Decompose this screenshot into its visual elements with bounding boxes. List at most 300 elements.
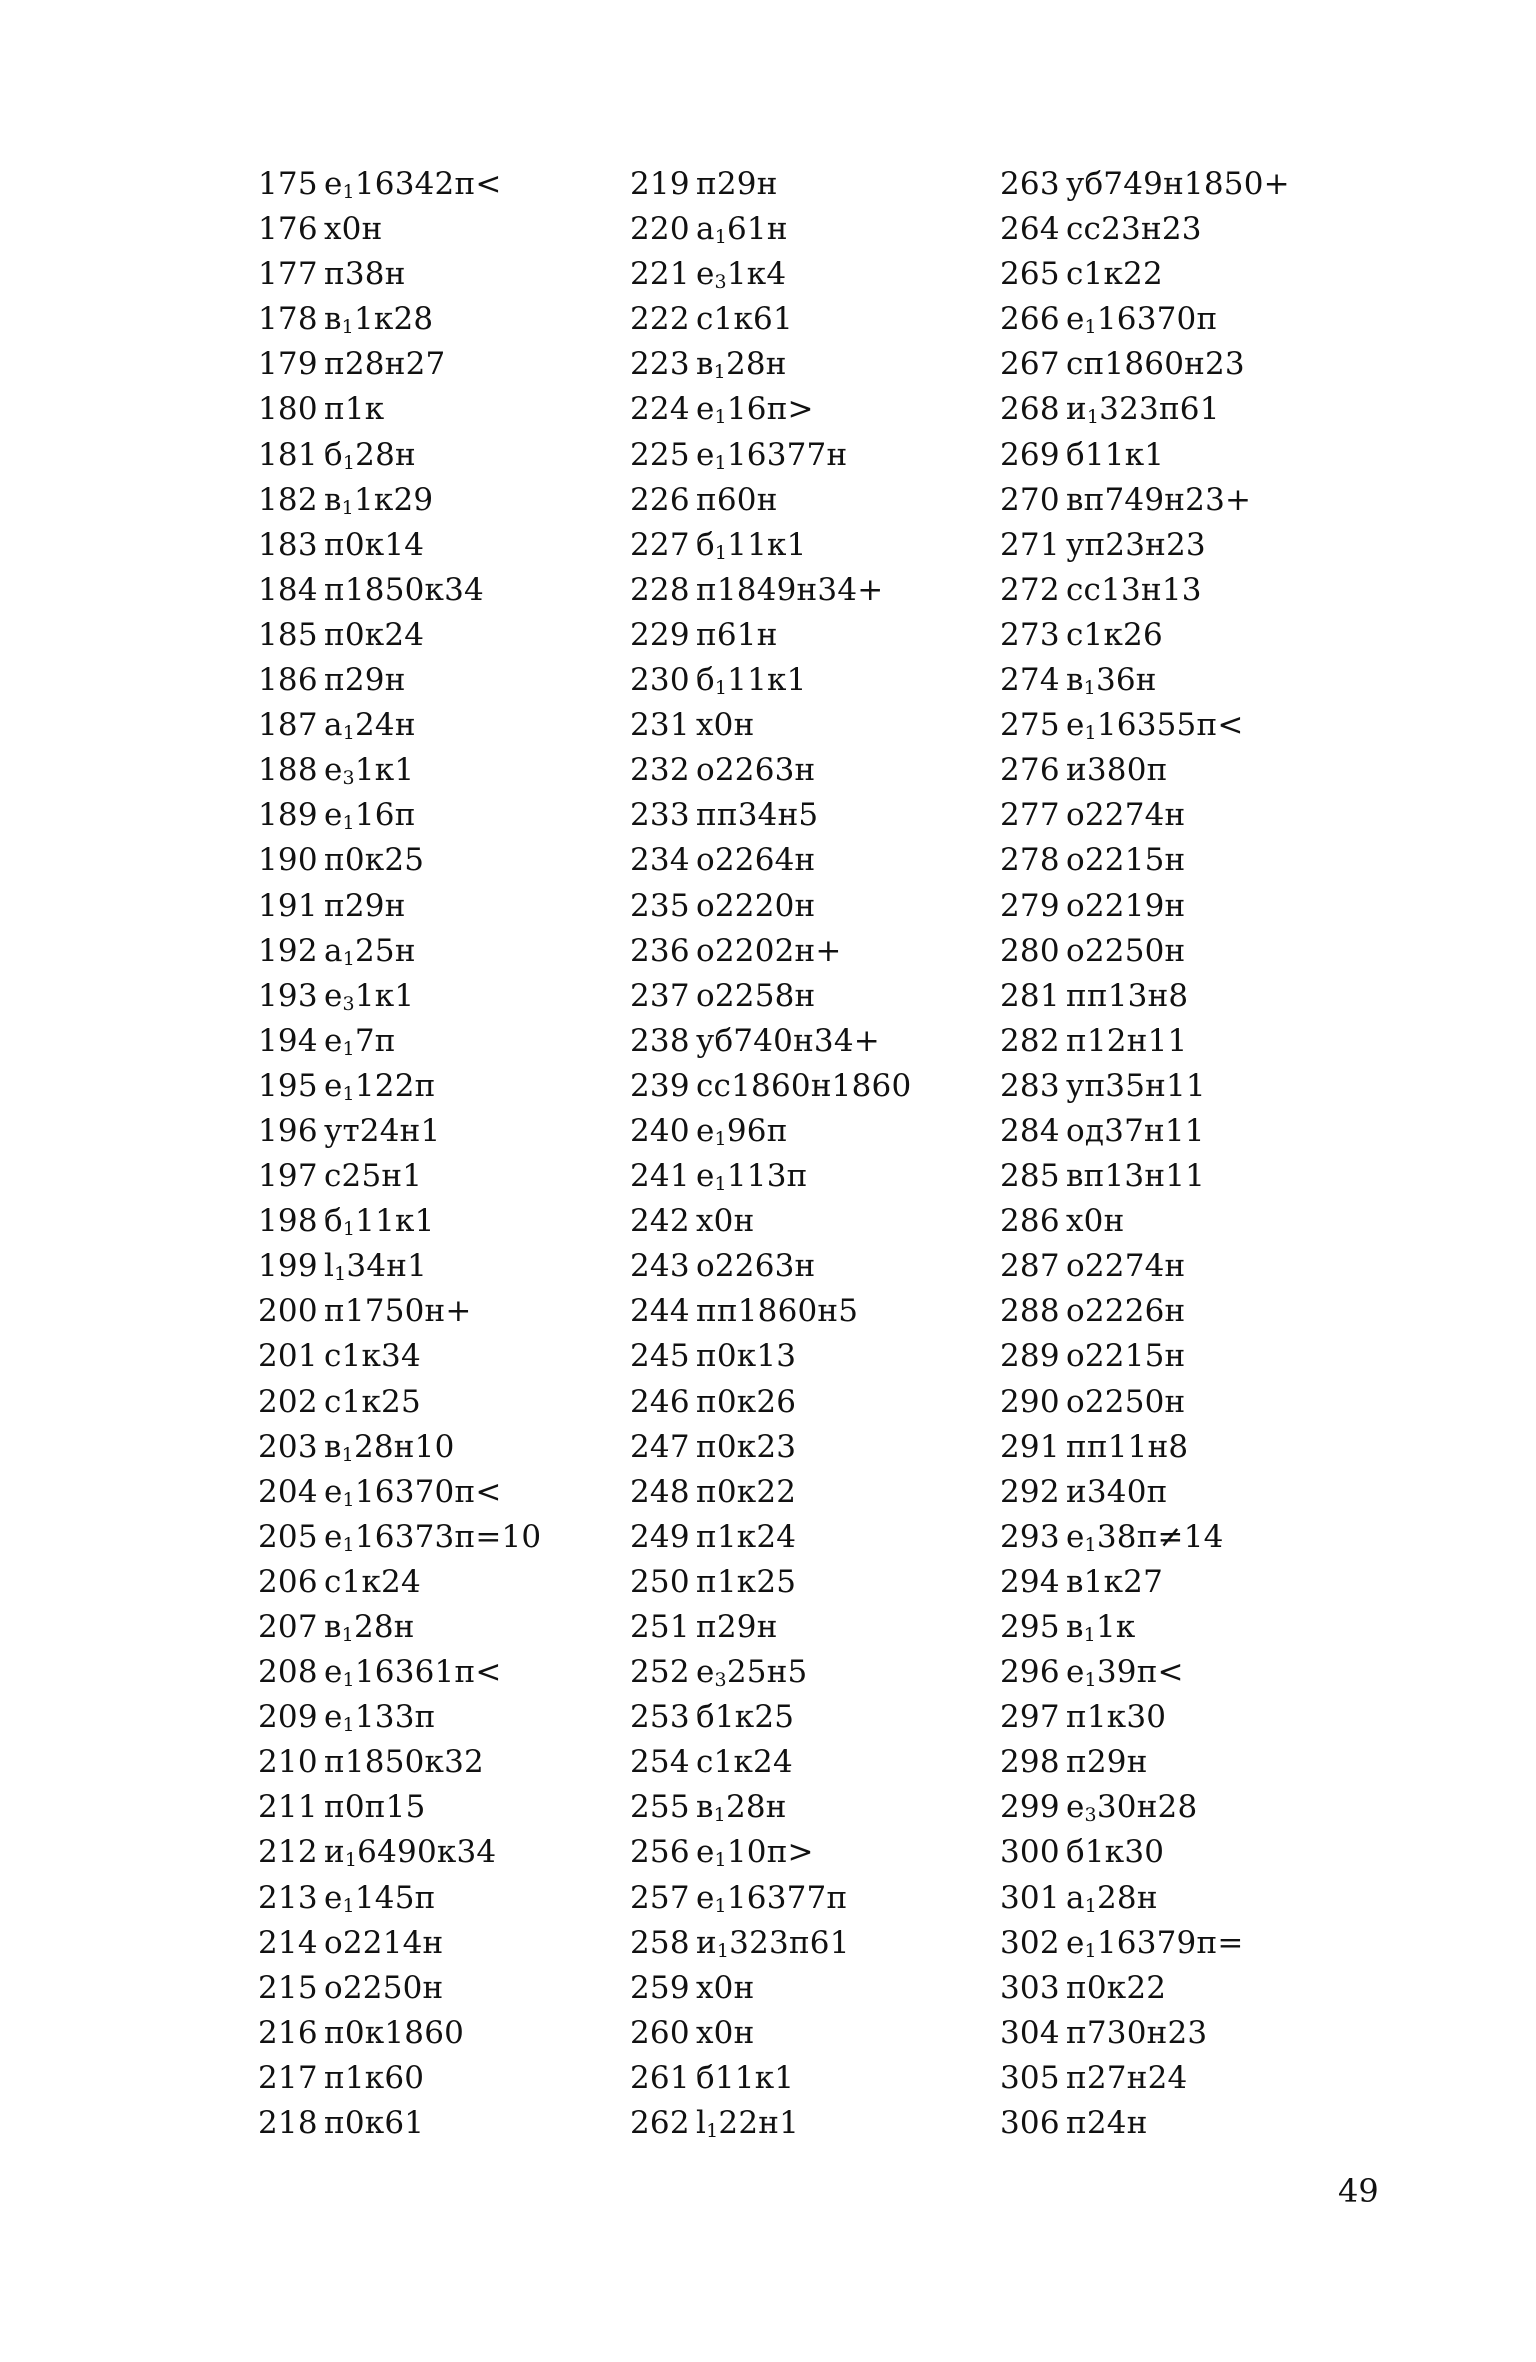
entry-line xyxy=(1000,523,1290,568)
entry-line xyxy=(1000,252,1290,297)
entry-code xyxy=(324,1880,435,1916)
entry-code xyxy=(324,166,502,202)
entry-number: 202 xyxy=(258,1383,318,1420)
entry-code xyxy=(696,1068,911,1104)
entry-code-subscript: 1 xyxy=(1084,1894,1097,1917)
entry-code xyxy=(324,2060,424,2096)
entry-line xyxy=(630,658,911,703)
entry-number: 292 xyxy=(1000,1473,1060,1510)
entry-code-main: и xyxy=(1066,391,1087,428)
entry-line xyxy=(630,523,911,568)
entry-code xyxy=(1066,301,1217,337)
entry-number: 180 xyxy=(258,391,318,428)
entry-code-main: а xyxy=(324,707,343,744)
entry-code-rest: 16342п< xyxy=(354,166,502,202)
entry-number: 277 xyxy=(1000,797,1060,834)
entry-code-rest: 6490к34 xyxy=(357,1834,497,1871)
entry-number: 256 xyxy=(630,1834,690,1871)
entry-number: 236 xyxy=(630,932,690,969)
entry-number: 208 xyxy=(258,1654,318,1691)
entry-code xyxy=(696,1609,778,1645)
entry-code xyxy=(324,1789,426,1825)
entry-code-rest: 145п xyxy=(354,1879,436,1916)
entry-code-subscript: 1 xyxy=(334,1263,347,1286)
entry-code-rest: 16п> xyxy=(726,391,814,428)
entry-code xyxy=(324,1338,421,1374)
entry-code-main: о2264н xyxy=(696,842,816,879)
entry-code xyxy=(324,1654,502,1690)
entry-code xyxy=(696,482,778,518)
entry-code xyxy=(1066,1248,1185,1284)
entry-code-main: п27н24 xyxy=(1066,2059,1188,2096)
entry-line xyxy=(1000,1966,1290,2011)
entry-code-subscript: 1 xyxy=(342,1714,355,1737)
entry-code xyxy=(324,256,406,292)
entry-code-subscript: 1 xyxy=(342,1218,356,1241)
entry-code xyxy=(696,1519,796,1555)
page-number: 49 xyxy=(1338,2172,1379,2210)
entry-number: 228 xyxy=(630,571,690,608)
entry-code xyxy=(1066,211,1202,247)
entry-code xyxy=(696,978,815,1014)
entry-code xyxy=(696,888,815,924)
entry-code xyxy=(324,572,484,608)
entry-code-main: п0к23 xyxy=(696,1428,797,1465)
entry-number: 175 xyxy=(258,166,318,202)
entry-code xyxy=(1066,662,1157,698)
entry-code xyxy=(1066,1564,1163,1600)
entry-number: 198 xyxy=(258,1203,318,1240)
entry-code xyxy=(324,1970,443,2006)
entry-code xyxy=(1066,1789,1197,1825)
entry-code-rest: 34н1 xyxy=(346,1248,428,1285)
entry-line xyxy=(630,1921,911,1966)
entry-number: 298 xyxy=(1000,1744,1060,1781)
entry-code xyxy=(324,1474,502,1510)
entry-code-main: п0к14 xyxy=(324,526,425,563)
entry-code-main: б11к1 xyxy=(1066,436,1165,473)
entry-line xyxy=(1000,1785,1290,1830)
entry-column-3 xyxy=(1000,162,1290,2146)
entry-number: 239 xyxy=(630,1067,690,1104)
entry-line xyxy=(258,793,541,838)
entry-code-main: п38н xyxy=(324,256,406,293)
entry-number: 241 xyxy=(630,1158,690,1195)
entry-line xyxy=(630,162,911,207)
entry-code xyxy=(1066,1203,1124,1239)
entry-code-rest: 24н xyxy=(354,707,416,744)
entry-number: 259 xyxy=(630,1969,690,2006)
entry-line xyxy=(1000,974,1290,1019)
entry-code-main: х0н xyxy=(696,1203,755,1240)
entry-code xyxy=(696,707,754,743)
entry-code-main: о2226н xyxy=(1066,1293,1186,1330)
entry-number: 261 xyxy=(630,2059,690,2096)
entry-code-main: уб740н34+ xyxy=(696,1022,880,1059)
entry-code xyxy=(324,1699,435,1735)
entry-line xyxy=(630,1109,911,1154)
entry-code-main: вп749н23+ xyxy=(1066,481,1252,518)
entry-number: 300 xyxy=(1000,1834,1060,1871)
entry-number: 199 xyxy=(258,1248,318,1285)
entry-code-main: сс13н13 xyxy=(1066,571,1202,608)
entry-code-main: е xyxy=(324,977,343,1014)
entry-code-main: е xyxy=(324,1518,343,1555)
entry-number: 272 xyxy=(1000,571,1060,608)
entry-number: 194 xyxy=(258,1022,318,1059)
entry-line xyxy=(630,974,911,1019)
entry-code-rest: 30н28 xyxy=(1096,1789,1198,1826)
entry-line xyxy=(630,929,911,974)
entry-code-main: п1к25 xyxy=(696,1563,797,1600)
entry-line xyxy=(630,1515,911,1560)
entry-line xyxy=(258,658,541,703)
entry-code xyxy=(324,978,414,1014)
entry-code-rest: 1к xyxy=(1095,1609,1136,1645)
entry-code xyxy=(324,1068,435,1104)
entry-line xyxy=(258,478,541,523)
entry-code xyxy=(1066,1158,1205,1194)
entry-code-subscript: 1 xyxy=(1084,722,1097,745)
entry-code-main: п0к26 xyxy=(696,1383,797,1420)
entry-line xyxy=(1000,838,1290,883)
entry-code-main: е xyxy=(324,1473,343,1510)
entry-code-main: б xyxy=(696,526,715,563)
entry-line xyxy=(630,1560,911,1605)
entry-code xyxy=(1066,1384,1185,1420)
entry-code-rest: 61н xyxy=(726,211,788,248)
entry-code-main: х0н xyxy=(1066,1203,1125,1240)
entry-code xyxy=(1066,1519,1224,1555)
entry-code xyxy=(324,211,382,247)
entry-code-main: п29н xyxy=(324,887,406,924)
entry-code-main: п1к xyxy=(324,391,385,428)
entry-code-subscript: 1 xyxy=(342,1894,355,1917)
entry-line xyxy=(258,1289,541,1334)
entry-line xyxy=(258,1199,541,1244)
entry-code xyxy=(1066,346,1245,382)
entry-code-main: п0к1860 xyxy=(324,2014,465,2051)
entry-code xyxy=(1066,1880,1158,1916)
entry-number: 306 xyxy=(1000,2105,1060,2142)
entry-line xyxy=(258,1515,541,1560)
entry-code xyxy=(1066,2060,1187,2096)
entry-number: 195 xyxy=(258,1067,318,1104)
entry-code-rest: 39п< xyxy=(1096,1654,1184,1691)
entry-line xyxy=(258,1154,541,1199)
entry-number: 281 xyxy=(1000,977,1060,1014)
entry-number: 286 xyxy=(1000,1203,1060,1240)
entry-code xyxy=(696,346,787,382)
entry-code-main: п0к24 xyxy=(324,616,425,653)
entry-code-main: сс23н23 xyxy=(1066,211,1202,248)
entry-code xyxy=(1066,1023,1187,1059)
entry-line xyxy=(630,2101,911,2146)
entry-code xyxy=(696,256,786,292)
entry-number: 276 xyxy=(1000,752,1060,789)
entry-code xyxy=(696,1338,796,1374)
entry-line xyxy=(630,613,911,658)
entry-number: 289 xyxy=(1000,1338,1060,1375)
entry-code xyxy=(696,1248,815,1284)
entry-line xyxy=(630,252,911,297)
entry-code xyxy=(696,1564,796,1600)
entry-code xyxy=(324,2015,464,2051)
entry-line xyxy=(1000,1515,1290,1560)
entry-line xyxy=(630,1650,911,1695)
entry-code xyxy=(1066,1609,1135,1645)
entry-code-rest: 1к28 xyxy=(353,301,434,338)
entry-line xyxy=(258,387,541,432)
entry-number: 262 xyxy=(630,2105,690,2142)
entry-code xyxy=(696,391,814,427)
entry-number: 192 xyxy=(258,932,318,969)
entry-code-subscript: 1 xyxy=(706,2120,719,2143)
entry-code-main: l xyxy=(696,2105,707,2142)
entry-line xyxy=(1000,1289,1290,1334)
entry-code xyxy=(696,572,883,608)
entry-line xyxy=(1000,748,1290,793)
entry-code-main: в xyxy=(1066,662,1084,699)
entry-code-subscript: 1 xyxy=(714,1894,727,1917)
entry-code-main: с1к34 xyxy=(324,1338,421,1375)
entry-code-main: е xyxy=(1066,301,1085,338)
entry-code-subscript: 1 xyxy=(342,812,355,835)
entry-number: 280 xyxy=(1000,932,1060,969)
entry-code-main: п0к13 xyxy=(696,1338,797,1375)
entry-column-2 xyxy=(630,162,911,2146)
entry-line xyxy=(1000,1695,1290,1740)
entry-number: 220 xyxy=(630,211,690,248)
entry-line xyxy=(258,1830,541,1875)
entry-number: 225 xyxy=(630,436,690,473)
entry-code-rest: 28н xyxy=(355,436,416,473)
entry-code-main: п28н27 xyxy=(324,346,446,383)
entry-number: 245 xyxy=(630,1338,690,1375)
entry-number: 188 xyxy=(258,752,318,789)
entry-code xyxy=(696,1474,796,1510)
entry-code-subscript: 3 xyxy=(714,1669,727,1692)
entry-code-main: о2202н+ xyxy=(696,932,842,969)
entry-number: 294 xyxy=(1000,1563,1060,1600)
entry-code-main: п29н xyxy=(696,166,778,202)
entry-number: 304 xyxy=(1000,2014,1060,2051)
entry-code-main: в xyxy=(324,1428,342,1465)
entry-number: 299 xyxy=(1000,1789,1060,1826)
entry-code-rest: 22н1 xyxy=(718,2105,800,2142)
entry-line xyxy=(1000,478,1290,523)
entry-code xyxy=(324,1248,427,1284)
entry-code-main: х0н xyxy=(696,1969,755,2006)
entry-code-subscript: 1 xyxy=(1084,316,1097,339)
entry-code xyxy=(324,707,416,743)
entry-line xyxy=(630,1289,911,1334)
entry-code-main: п0к61 xyxy=(324,2105,425,2142)
entry-number: 255 xyxy=(630,1789,690,1826)
entry-number: 226 xyxy=(630,481,690,518)
entry-line xyxy=(630,1830,911,1875)
entry-number: 206 xyxy=(258,1563,318,1600)
entry-code-subscript: 1 xyxy=(714,1173,727,1196)
entry-code-main: е xyxy=(324,1654,343,1691)
entry-code-main: и340п xyxy=(1066,1473,1168,1510)
entry-code-main: х0н xyxy=(696,707,755,744)
entry-number: 223 xyxy=(630,346,690,383)
entry-line xyxy=(1000,1199,1290,1244)
entry-number: 248 xyxy=(630,1473,690,1510)
entry-number: 221 xyxy=(630,256,690,293)
entry-code xyxy=(1066,1699,1166,1735)
entry-line xyxy=(630,297,911,342)
entry-code-main: п29н xyxy=(1066,1744,1148,1781)
entry-code-subscript: 3 xyxy=(1084,1804,1097,1827)
entry-number: 270 xyxy=(1000,481,1060,518)
entry-line xyxy=(630,1470,911,1515)
entry-code-rest: 25н xyxy=(354,932,416,969)
entry-number: 232 xyxy=(630,752,690,789)
entry-number: 278 xyxy=(1000,842,1060,879)
entry-code-main: о2250н xyxy=(1066,932,1186,969)
entry-code xyxy=(324,1158,422,1194)
entry-code-rest: 25н5 xyxy=(726,1654,808,1691)
entry-code-main: о2250н xyxy=(324,1969,444,2006)
entry-number: 203 xyxy=(258,1428,318,1465)
entry-number: 193 xyxy=(258,977,318,1014)
entry-line xyxy=(258,297,541,342)
entry-code-rest: 11к1 xyxy=(355,1203,435,1240)
entry-code-main: е xyxy=(696,1879,715,1916)
entry-number: 283 xyxy=(1000,1067,1060,1104)
entry-line xyxy=(1000,1334,1290,1379)
entry-code-rest: 16361п< xyxy=(354,1654,502,1691)
entry-line xyxy=(258,929,541,974)
entry-line xyxy=(258,1380,541,1425)
entry-number: 233 xyxy=(630,797,690,834)
entry-code-subscript: 1 xyxy=(342,181,355,203)
entry-line xyxy=(630,1740,911,1785)
entry-code-subscript: 1 xyxy=(342,1082,355,1105)
entry-code-main: п1849н34+ xyxy=(696,571,884,608)
entry-number: 238 xyxy=(630,1022,690,1059)
entry-line xyxy=(258,162,541,207)
entry-code xyxy=(324,1293,472,1329)
entry-code-main: е xyxy=(324,752,343,789)
entry-code-main: и xyxy=(696,1924,717,1961)
entry-code-main: в1к27 xyxy=(1066,1563,1163,1600)
entry-number: 279 xyxy=(1000,887,1060,924)
entry-code-subscript: 1 xyxy=(714,541,728,564)
entry-code-main: п0к25 xyxy=(324,842,425,879)
entry-number: 235 xyxy=(630,887,690,924)
entry-line xyxy=(258,974,541,1019)
entry-code-main: уп23н23 xyxy=(1066,526,1206,563)
entry-code xyxy=(324,482,433,518)
entry-code xyxy=(324,527,424,563)
entry-code-main: б xyxy=(324,436,343,473)
entry-code xyxy=(696,1429,796,1465)
entry-number: 266 xyxy=(1000,301,1060,338)
entry-code-main: п730н23 xyxy=(1066,2014,1208,2051)
entry-line xyxy=(258,1244,541,1289)
entry-line xyxy=(1000,1244,1290,1289)
entry-number: 252 xyxy=(630,1654,690,1691)
entry-line xyxy=(630,207,911,252)
entry-code-main: п29н xyxy=(696,1609,778,1645)
entry-code-rest: 28н xyxy=(1096,1879,1158,1916)
entry-code xyxy=(696,1699,794,1735)
entry-code-subscript: 1 xyxy=(342,947,355,970)
entry-code xyxy=(696,1384,796,1420)
entry-code-rest: 16379п= xyxy=(1096,1924,1244,1961)
entry-number: 243 xyxy=(630,1248,690,1285)
entry-number: 269 xyxy=(1000,436,1060,473)
entry-number: 293 xyxy=(1000,1518,1060,1555)
entry-code-main: е xyxy=(1066,1654,1085,1691)
entry-number: 250 xyxy=(630,1563,690,1600)
entry-line xyxy=(258,568,541,613)
entry-code-rest: 1к4 xyxy=(726,256,787,293)
entry-number: 247 xyxy=(630,1428,690,1465)
entry-number: 214 xyxy=(258,1924,318,1961)
entry-code-main: а xyxy=(324,932,343,969)
entry-line xyxy=(258,1650,541,1695)
entry-code-rest: 113п xyxy=(726,1158,808,1195)
entry-line xyxy=(630,1199,911,1244)
entry-code-main: l xyxy=(324,1248,335,1285)
entry-code-main: п12н11 xyxy=(1066,1022,1188,1059)
entry-code-main: с1к26 xyxy=(1066,616,1163,653)
entry-number: 209 xyxy=(258,1699,318,1736)
entry-line xyxy=(258,1019,541,1064)
entry-code xyxy=(1066,1834,1164,1870)
entry-code xyxy=(1066,752,1168,788)
entry-code-subscript: 1 xyxy=(1084,1939,1097,1962)
entry-number: 219 xyxy=(630,166,690,202)
entry-code-subscript: 1 xyxy=(1083,1624,1096,1646)
entry-code-rest: 133п xyxy=(354,1699,436,1736)
entry-line xyxy=(630,793,911,838)
entry-code xyxy=(324,1203,435,1239)
entry-code-main: о2274н xyxy=(1066,1248,1186,1285)
entry-line xyxy=(258,748,541,793)
entry-code-rest: 28н xyxy=(725,346,787,383)
entry-code-main: в xyxy=(324,1609,342,1645)
entry-line xyxy=(630,2056,911,2101)
entry-number: 302 xyxy=(1000,1924,1060,1961)
entry-line xyxy=(1000,342,1290,387)
entry-line xyxy=(1000,297,1290,342)
entry-code-main: с1к24 xyxy=(696,1744,793,1781)
entry-number: 284 xyxy=(1000,1112,1060,1149)
entry-code xyxy=(324,1429,455,1465)
entry-code-main: п1к60 xyxy=(324,2059,425,2096)
entry-number: 260 xyxy=(630,2014,690,2051)
entry-code-rest: 28н10 xyxy=(353,1428,455,1465)
entry-code-subscript: 1 xyxy=(1084,1669,1097,1692)
entry-column-1 xyxy=(258,162,541,2146)
entry-code-main: п1850к34 xyxy=(324,571,484,608)
entry-code-main: е xyxy=(1066,1518,1085,1555)
entry-code xyxy=(696,2060,794,2096)
entry-code-rest: 7п xyxy=(354,1022,396,1059)
entry-number: 301 xyxy=(1000,1879,1060,1916)
entry-code-main: о2214н xyxy=(324,1924,444,1961)
entry-number: 254 xyxy=(630,1744,690,1781)
entry-code xyxy=(324,1519,541,1555)
entry-code-main: е xyxy=(696,1654,715,1691)
entry-number: 200 xyxy=(258,1293,318,1330)
entry-code-rest: 16370п< xyxy=(354,1473,502,1510)
